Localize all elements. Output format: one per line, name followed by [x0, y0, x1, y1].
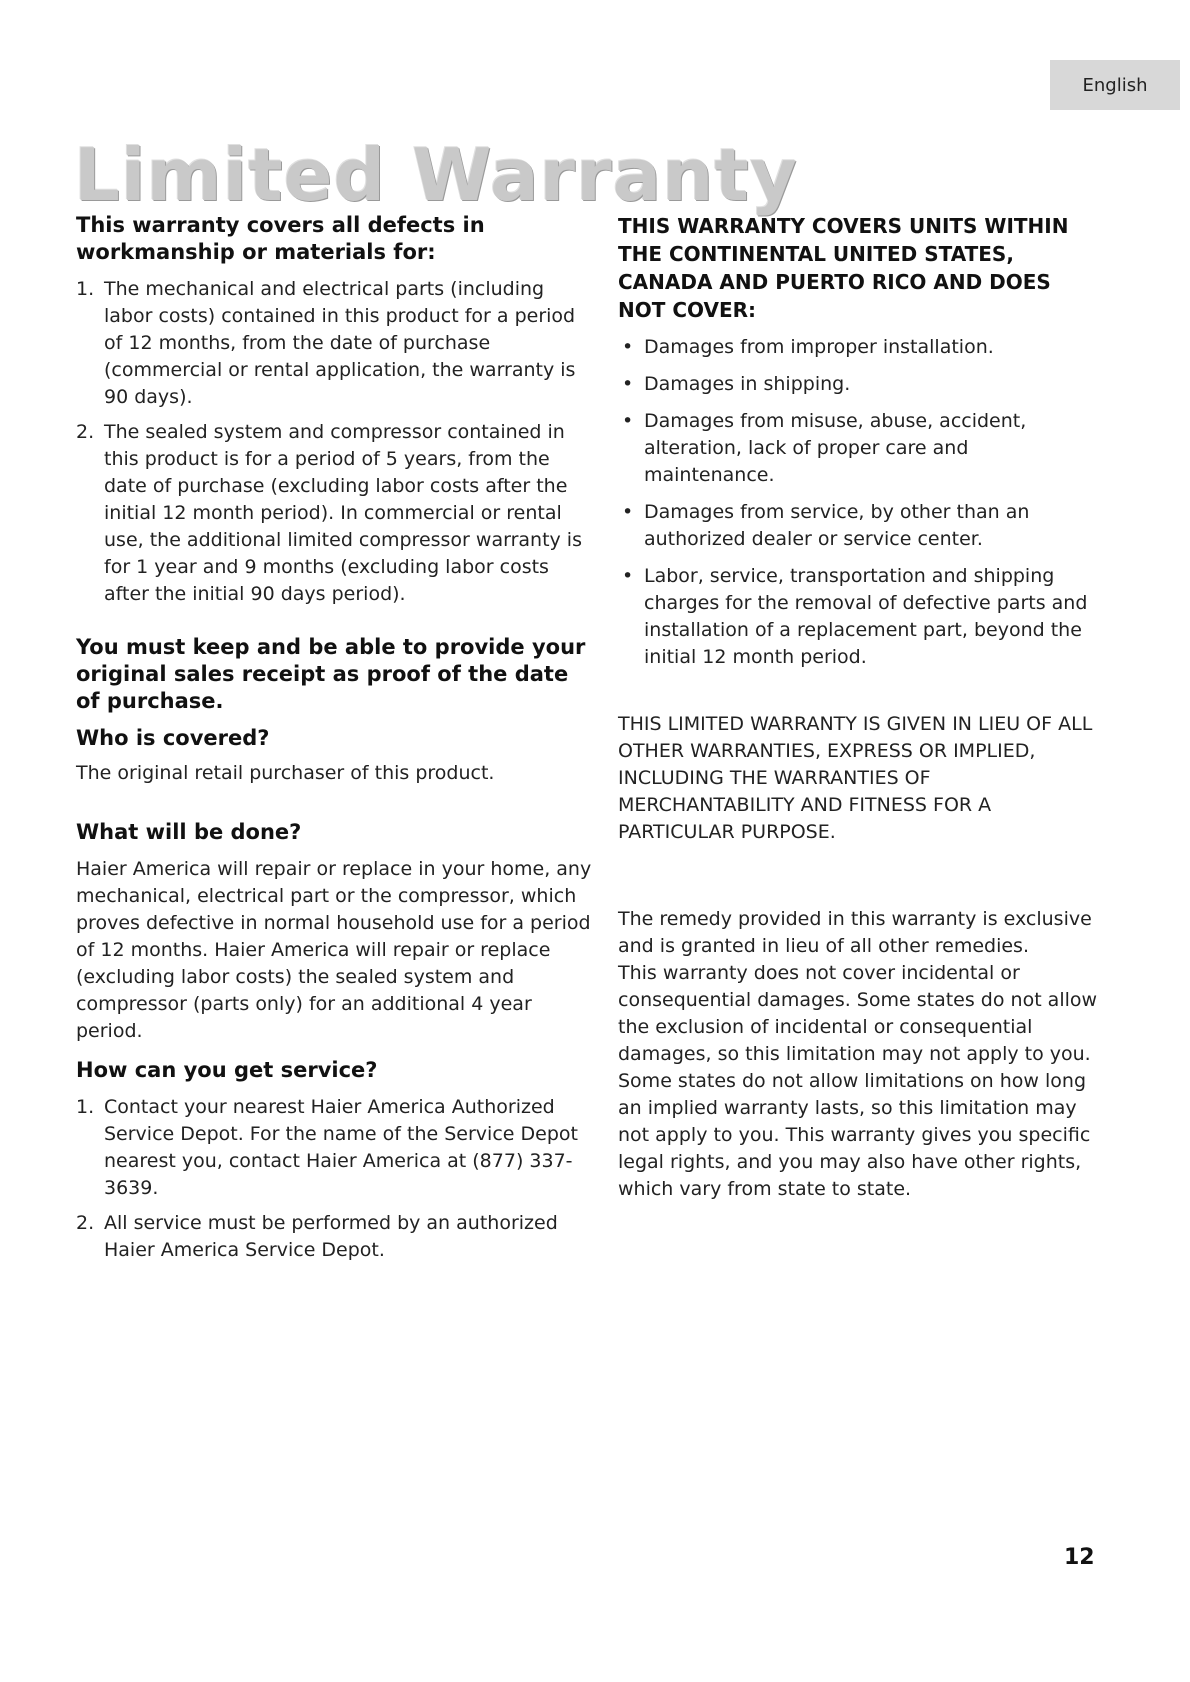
receipt-note: You must keep and be able to provide your original sales receipt as proof of the date of purchase. [76, 635, 586, 713]
coverage-heading: This warranty covers all defects in workmanship or materials for: [76, 213, 485, 264]
list-item: • Damages from misuse, abuse, accident, alteration, lack of proper care and maintenance. [622, 410, 1027, 486]
left-column [76, 212, 596, 1272]
page-title: Limited Warranty [74, 133, 798, 217]
disclaimer-text: THIS LIMITED WARRANTY IS GIVEN IN LIEU OF ALL OTHER WARRANTIES, EXPRESS OR IMPLIED, INCLUDING THE WARRANTIES OF MERCHANTABILITY AND FITNESS FOR A PARTICULAR PURPOSE. [618, 713, 1093, 843]
list-item: 2. All service must be performed by an authorized Haier America Service Depot. [76, 1212, 558, 1261]
language-tab: English [1050, 60, 1180, 110]
right-column [618, 212, 1098, 1203]
list-item: • Damages in shipping. [622, 373, 851, 395]
page-number: 12 [1064, 1545, 1095, 1570]
service-list [76, 1094, 596, 1264]
how-heading: How can you get service? [76, 1058, 378, 1082]
who-heading: Who is covered? [76, 726, 270, 750]
list-item: • Damages from improper installation. [622, 336, 994, 358]
list-item: • Labor, service, transportation and shipping charges for the removal of defective parts and installation of a replacement part, beyond the initial 12 month period. [622, 565, 1088, 668]
list-item: • Damages from service, by other than an authorized dealer or service center. [622, 501, 1030, 550]
exclusions-heading: THIS WARRANTY COVERS UNITS WITHIN THE CONTINENTAL UNITED STATES, CANADA AND PUERTO RICO AND DOES NOT COVER: [618, 214, 1069, 322]
remedy-text: The remedy provided in this warranty is exclusive and is granted in lieu of all other remedies. [618, 908, 1092, 957]
what-heading: What will be done? [76, 820, 302, 844]
list-item: 1. The mechanical and electrical parts (including labor costs) contained in this product for a period of 12 months, from the date of purchase (commercial or rental application, the warranty is 90 days). [76, 278, 576, 408]
coverage-list [76, 276, 596, 608]
list-item: 2. The sealed system and compressor contained in this product is for a period of 5 years, from the date of purchase (excluding labor costs after the initial 12 month period). In commercial or rental use, the additional limited compressor warranty is for 1 year and 9 months (excluding labor costs after the initial 90 days period). [76, 421, 582, 605]
exclusions-list [618, 334, 1098, 671]
what-text: Haier America will repair or replace in your home, any mechanical, electrical part or the compressor, which proves defective in normal household use for a period of 12 months. Haier America will repair or replace (excluding labor costs) the sealed system and compressor (parts only) for an additional 4 year period. [76, 858, 592, 1042]
list-item: 1. Contact your nearest Haier America Authorized Service Depot. For the name of the Service Depot nearest you, contact Haier America at (877) 337-3639. [76, 1096, 578, 1199]
incidental-damages-text: This warranty does not cover incidental or consequential damages. Some states do not allow the exclusion of incidental or consequential damages, so this limitation may not apply to you. Some states do not allow limitations on how long an implied warranty lasts, so this limitation may not apply to you. This warranty gives you specific legal rights, and you may also have other rights, which vary from state to state. [618, 962, 1098, 1200]
who-text: The original retail purchaser of this product. [76, 762, 495, 784]
